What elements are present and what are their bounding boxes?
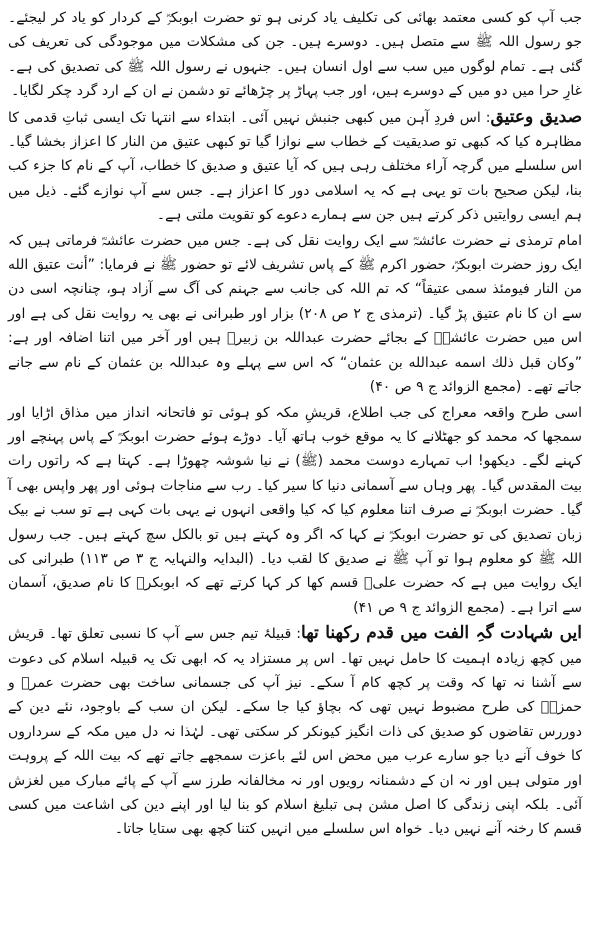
paragraph-shahadat <box>8 621 582 842</box>
paragraph-siddiq-atiq <box>8 105 582 228</box>
paragraph-tirmidhi-text: امام ترمذی نے حضرت عائشہؓ سے ایک روایت نقل کی ہے۔ جس میں حضرت عائشہؓ فرماتی ہیں کہ ایک روز حضرت ابوبکرؓ، حضور اکرم ﷺ کے پاس تشریف لائے تو حضور ﷺ نے فرمایا: ”أنت عتیق الله من النار فیومئذ سمی عتیقاً“ کہ تم اللہ کی جانب سے جہنم کی آگ سے آزاد ہو، چنانچہ اسی دن سے ان کا نام عتیق پڑ گیا۔ (ترمذی ج ۲ ص ۲۰۸) بزار اور طبرانی نے بھی یہ روایت نقل کی ہے اور اس میں حضرت عائشہؓ کے بجائے حضرت عبداللہ بن زبیرؓ ہیں اور آخر میں اتنا اضافہ اور ہے: ”وکان قبل ذلك اسمه عبدالله بن عثمان“ کہ اس سے پہلے وہ عبداللہ بن عثمان کے نام سے جانے جاتے تھے۔ (مجمع الزوائد ج ۹ ص ۴۰) <box>8 232 582 396</box>
paragraph-miraj <box>8 401 582 621</box>
section-heading-shahadat: ایں شہادت گہِ الفت میں قدم رکھنا تھا <box>301 623 582 644</box>
section-heading-siddiq-atiq: صدیق وعتیق <box>490 106 582 127</box>
paragraph-siddiq-atiq-text: : اس فردِ آہن میں کبھی جنبش نہیں آئی۔ ابتداء سے انتہا تک ایسی ثباتِ قدمی کا مظاہرہ کیا کہ کبھی تو صدیقیت کے خطاب سے نوازا گیا تو کبھی عتیق من النار کا اعزاز بخشا گیا۔ اس سلسلے میں گرچہ آراء مختلف رہی ہیں کہ آیا عتیق و صدیق کا خطاب، آپ کے نام کا جزء کب بنا، لیکن صحیح بات تو یہی ہے کہ یہ اسلامی دور کا اعزاز ہے۔ جس سے آپ نوازے گئے۔ ذیل میں ہم ایسی روایتیں ذکر کرتے ہیں جن سے ہمارے دعوے کو تقویت ملتی ہے۔ <box>8 109 582 224</box>
paragraph-tirmidhi <box>8 229 582 400</box>
paragraph-shahadat-text: : قبیلۂ تیم جس سے آپ کا نسبی تعلق تھا۔ قریش میں کچھ زیادہ اہمیت کا حامل نہیں تھا۔ اس پر مستزاد یہ کہ ابھی تک یہ قبیلہ اسلام کی دعوت سے آشنا نہ تھا کہ وقت پر کچھ کام آ سکے۔ نیز آپ کی جسمانی ساخت بھی حضرت عمرؓ و حمزہؓ کی طرح مضبوط نہیں تھی کہ بچاؤ کیا جا سکے۔ لیکن ان سب کے باوجود، نئے دین کے دوررس تقاضوں کو صدیق کی ذات انگیز کیونکر کر سکتی تھی۔ لہٰذا نہ دل میں مکہ کے سرداروں کا خوف آنے دیا جو سارے عرب میں محض اس لئے باعزت سمجھے جاتے تھے کہ بیت اللہ کے پروہت اور متولی ہیں اور نہ ان کے دشمنانہ رویوں اور نہ مخالفانہ طرز سے آپ کے پائے مبارک میں لغزش آئی۔ بلکہ اپنی زندگی کا اصل مشن ہی تبلیغ اسلام کو بنا لیا اور اپنے دین کی اشاعت میں کسی قسم کا رخنہ آنے نہیں دیا۔ خواہ اس سلسلے میں انہیں کتنا کچھ بھی ستایا جاتا۔ <box>8 626 582 838</box>
paragraph-intro-text: جب آپ کو کسی معتمد بھائی کی تکلیف یاد کرنی ہو تو حضرت ابوبکرؓ کے کردار کو یاد کر لیجئے۔ جو رسول اللہ ﷺ سے متصل ہیں۔ دوسرے ہیں۔ جن کی مشکلات میں موجودگی کی تعریف کی گئی ہے۔ تمام لوگوں میں سب سے اول انسان ہیں۔ جنہوں نے رسول اللہ ﷺ کی تصدیق کی ہے۔ غارِ حرا میں دو میں کے دوسرے ہیں، اور جب پہاڑ پر چڑھائے تو دشمن نے ان کے ارد گرد چکر لگایا۔ <box>8 10 582 100</box>
paragraph-miraj-text: اسی طرح واقعہ معراج کی جب اطلاع، قریشِ مکہ کو ہوئی تو فاتحانہ انداز میں مذاق اڑایا اور سمجھا کہ محمد کو جھٹلانے کا یہ موقع خوب ہاتھ آیا۔ دوڑے ہوئے حضرت ابوبکرؓ کے پاس پہنچے اور کہنے لگے۔ دیکھو! اب تمہارے دوست محمد (ﷺ) نے نیا شوشہ چھوڑا ہے۔ کہتا ہے کہ راتوں رات بیت المقدس گیا۔ پھر وہاں سے آسمانی دنیا کا سیر کیا۔ رب سے مناجات ہوئی اور پھر واپس بھی آ گیا۔ حضرت ابوبکرؓ نے صرف اتنا معلوم کیا کہ کیا واقعی انہوں نے یہی بات کہی ہے تو سب نے بیک زبان تصدیق کی تو حضرت ابوبکرؓ نے کہا کہ اگر وہ کہتے ہیں تو بالکل سچ کہتے ہیں۔ جب رسول اللہ ﷺ کو معلوم ہوا تو آپ ﷺ نے صدیق کا لقب دیا۔ (البدایہ والنہایہ ج ۳ ص ۱۱۳) طبرانی کی ایک روایت میں ہے کہ حضرت علیؓ قسم کھا کر کہا کرتے تھے کہ ابوبکرؓ کا نام صدیق، آسمان سے اترا ہے۔ (مجمع الزوائد ج ۹ ص ۴۱) <box>8 404 582 616</box>
paragraph-intro <box>8 6 582 104</box>
